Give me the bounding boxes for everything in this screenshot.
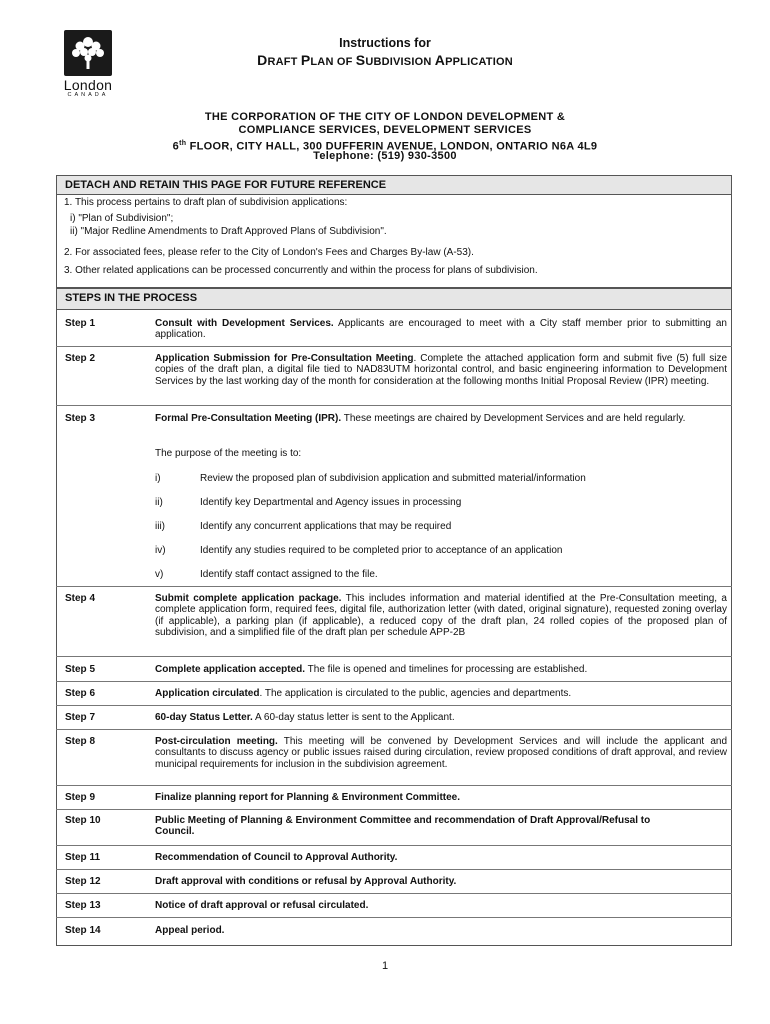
- step-label: Step 5: [65, 664, 96, 675]
- divider: [56, 845, 732, 846]
- step-text: Finalize planning report for Planning & Environment Committee.: [155, 792, 461, 803]
- divider: [56, 729, 732, 730]
- step-label: Step 7: [65, 712, 96, 723]
- doc-title-line1: Instructions for: [339, 36, 431, 50]
- step-text: Public Meeting of Planning & Environment Committee and recommendation of Draft Approval/Refusal to Council.: [155, 815, 651, 838]
- purpose-intro: The purpose of the meeting is to:: [155, 448, 302, 459]
- step-text: Complete application accepted. The file is opened and timelines for processing are established.: [155, 664, 588, 675]
- purpose-num: i): [155, 473, 161, 484]
- step-label: Step 1: [65, 318, 96, 329]
- divider: [56, 681, 732, 682]
- divider: [56, 785, 732, 786]
- doc-title-line2: DRAFT PLAN OF SUBDIVISION APPLICATION: [257, 52, 513, 68]
- divider: [56, 705, 732, 706]
- detach-item-1-ii: ii) "Major Redline Amendments to Draft Approved Plans of Subdivision".: [70, 226, 387, 237]
- header-line2: COMPLIANCE SERVICES, DEVELOPMENT SERVICES: [238, 124, 532, 136]
- purpose-item: Identify any concurrent applications that may be required: [200, 521, 452, 532]
- page-number: 1: [381, 960, 389, 972]
- purpose-num: iv): [155, 545, 166, 556]
- step-label: Step 4: [65, 593, 96, 604]
- divider: [56, 405, 732, 406]
- logo-sub: CANADA: [67, 92, 109, 98]
- step-text: Draft approval with conditions or refusal by Approval Authority.: [155, 876, 457, 887]
- purpose-num: ii): [155, 497, 163, 508]
- divider: [56, 586, 732, 587]
- step-label: Step 9: [65, 792, 96, 803]
- divider: [56, 869, 732, 870]
- step-text: Notice of draft approval or refusal circulated.: [155, 900, 369, 911]
- purpose-item: Identify staff contact assigned to the file.: [200, 569, 378, 580]
- purpose-num: v): [155, 569, 164, 580]
- detach-item-1: 1. This process pertains to draft plan of subdivision applications:: [64, 197, 348, 208]
- detach-item-3: 3. Other related applications can be processed concurrently and within the process for plans of subdivision.: [64, 265, 538, 276]
- step-label: Step 6: [65, 688, 96, 699]
- step-text: Recommendation of Council to Approval Authority.: [155, 852, 398, 863]
- step-label: Step 14: [65, 925, 101, 936]
- divider: [56, 893, 732, 894]
- divider: [56, 346, 732, 347]
- step-text: Application Submission for Pre-Consultation Meeting. Complete the attached application form and submit five (5) full size copies of the draft plan, a digital file tied to NAD83UTM horizontal control, and basic engineering information to Development Services by the last working day of the month for consideration at the following months Initial Proposal Review (IPR) meeting.: [155, 353, 728, 387]
- step-label: Step 13: [65, 900, 101, 911]
- step-label: Step 10: [65, 815, 101, 826]
- purpose-item: Identify key Departmental and Agency issues in processing: [200, 497, 462, 508]
- step-text: 60-day Status Letter. A 60-day status letter is sent to the Applicant.: [155, 712, 455, 723]
- step-text: Post-circulation meeting. This meeting will be convened by Development Services and will include the applicant and consultants to discuss agency or public issues raised during circulation, review proposed conditions of draft approval, and review municipal requirements for inclusion in the subdivision agreement.: [155, 736, 728, 770]
- detach-item-1-i: i) "Plan of Subdivision";: [70, 213, 174, 224]
- divider: [56, 809, 732, 810]
- header-line3: 6th FLOOR, CITY HALL, 300 DUFFERIN AVENUE, LONDON, ONTARIO N6A 4L9: [172, 140, 598, 153]
- step-label: Step 3: [65, 413, 96, 424]
- step-text: Consult with Development Services. Applicants are encouraged to meet with a City staff member prior to submitting an application.: [155, 318, 727, 341]
- step-text: Formal Pre-Consultation Meeting (IPR). These meetings are chaired by Development Services and are held regularly.: [155, 413, 686, 424]
- purpose-item: Identify any studies required to be completed prior to acceptance of an application: [200, 545, 563, 556]
- divider: [56, 917, 732, 918]
- divider: [56, 656, 732, 657]
- step-label: Step 11: [65, 852, 101, 863]
- step-label: Step 12: [65, 876, 101, 887]
- step-label: Step 8: [65, 736, 96, 747]
- header-phone: Telephone: (519) 930-3500: [313, 150, 457, 162]
- step-label: Step 2: [65, 353, 96, 364]
- step-text: Appeal period.: [155, 925, 225, 936]
- header-line1: THE CORPORATION OF THE CITY OF LONDON DEVELOPMENT &: [204, 111, 566, 123]
- purpose-item: Review the proposed plan of subdivision application and submitted material/information: [200, 473, 586, 484]
- detach-item-2: 2. For associated fees, please refer to the City of London's Fees and Charges By-law (A-53).: [64, 247, 474, 258]
- purpose-num: iii): [155, 521, 165, 532]
- logo-word: London: [63, 77, 113, 93]
- steps-heading: STEPS IN THE PROCESS: [56, 288, 732, 310]
- detach-heading: DETACH AND RETAIN THIS PAGE FOR FUTURE REFERENCE: [56, 175, 732, 195]
- step-text: Application circulated. The application is circulated to the public, agencies and departments.: [155, 688, 572, 699]
- step-text: Submit complete application package. This includes information and material identified at the Pre-Consultation meeting, a complete application form, required fees, digital file, authorization letter (with dated, original signature), requested zoning overlay (if applicable), a parking plan (if applicable), a reduced copy of the draft plan, 24 rolled copies of the proposed plan of subdivision, and a simplified file of the draft plan per schedule APP-2B: [155, 593, 727, 638]
